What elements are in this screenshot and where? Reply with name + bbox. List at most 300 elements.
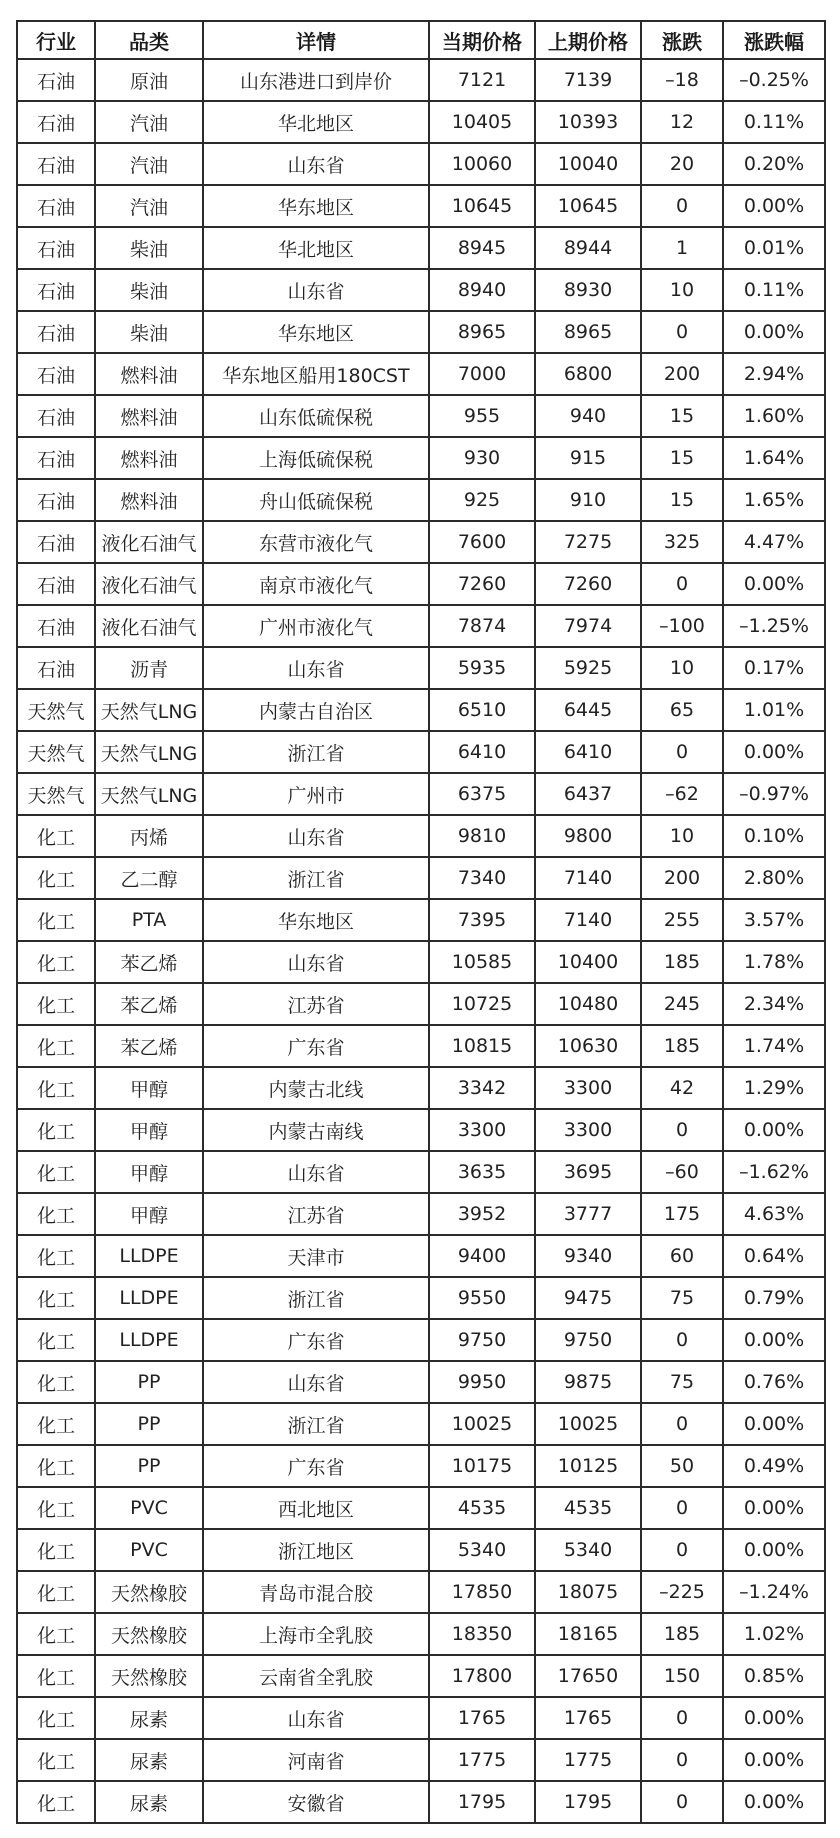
change-percent-cell: 0.85% [723,1655,825,1697]
category-cell: LLDPE [95,1235,203,1277]
previous-price-cell: 10645 [535,185,641,227]
table-row [17,1109,825,1151]
table-row [17,941,825,983]
detail-cell: 华北地区 [203,227,429,269]
table-row [17,101,825,143]
category-cell: 原油 [95,59,203,101]
current-price-cell: 9550 [429,1277,535,1319]
industry-cell: 石油 [17,521,95,563]
change-cell: 75 [641,1361,723,1403]
change-percent-cell: 0.00% [723,1109,825,1151]
change-cell: 65 [641,689,723,731]
detail-cell: 河南省 [203,1739,429,1781]
change-percent-cell: –1.24% [723,1571,825,1613]
previous-price-cell: 10480 [535,983,641,1025]
current-price-cell: 5340 [429,1529,535,1571]
change-percent-cell: 2.94% [723,353,825,395]
change-cell: 255 [641,899,723,941]
price-table-container [16,20,824,1824]
industry-cell: 石油 [17,437,95,479]
industry-cell: 化工 [17,815,95,857]
current-price-cell: 4535 [429,1487,535,1529]
category-cell: 乙二醇 [95,857,203,899]
table-row [17,647,825,689]
previous-price-cell: 4535 [535,1487,641,1529]
previous-price-cell: 1795 [535,1781,641,1823]
previous-price-cell: 940 [535,395,641,437]
current-price-cell: 3300 [429,1109,535,1151]
category-cell: 燃料油 [95,395,203,437]
previous-price-cell: 7275 [535,521,641,563]
previous-price-cell: 18075 [535,1571,641,1613]
current-price-cell: 10645 [429,185,535,227]
table-row [17,1697,825,1739]
category-cell: 甲醇 [95,1109,203,1151]
change-percent-cell: 0.11% [723,101,825,143]
change-percent-cell: 0.00% [723,1529,825,1571]
table-row [17,1151,825,1193]
previous-price-cell: 3300 [535,1067,641,1109]
change-cell: 0 [641,1739,723,1781]
table-row [17,479,825,521]
category-cell: PVC [95,1487,203,1529]
change-cell: 15 [641,479,723,521]
current-price-cell: 7260 [429,563,535,605]
industry-cell: 天然气 [17,773,95,815]
current-price-cell: 6375 [429,773,535,815]
current-price-cell: 10175 [429,1445,535,1487]
current-price-cell: 1795 [429,1781,535,1823]
current-price-cell: 10060 [429,143,535,185]
industry-cell: 石油 [17,227,95,269]
table-row [17,353,825,395]
current-price-cell: 10725 [429,983,535,1025]
table-row [17,773,825,815]
change-cell: 0 [641,1319,723,1361]
category-cell: 丙烯 [95,815,203,857]
previous-price-cell: 7140 [535,899,641,941]
change-percent-cell: 0.00% [723,311,825,353]
change-cell: 50 [641,1445,723,1487]
detail-cell: 广州市液化气 [203,605,429,647]
change-cell: 0 [641,311,723,353]
category-cell: PTA [95,899,203,941]
change-cell: 150 [641,1655,723,1697]
change-percent-cell: 0.64% [723,1235,825,1277]
detail-cell: 内蒙古北线 [203,1067,429,1109]
current-price-cell: 7121 [429,59,535,101]
previous-price-cell: 8965 [535,311,641,353]
change-percent-cell: 0.79% [723,1277,825,1319]
category-cell: 尿素 [95,1739,203,1781]
change-percent-cell: 2.80% [723,857,825,899]
industry-cell: 化工 [17,1067,95,1109]
industry-cell: 化工 [17,1697,95,1739]
table-row [17,521,825,563]
current-price-cell: 1765 [429,1697,535,1739]
change-percent-cell: 1.02% [723,1613,825,1655]
change-percent-cell: –1.25% [723,605,825,647]
change-cell: 10 [641,269,723,311]
table-row [17,1025,825,1067]
detail-cell: 内蒙古自治区 [203,689,429,731]
table-row [17,1361,825,1403]
detail-cell: 江苏省 [203,1193,429,1235]
previous-price-cell: 915 [535,437,641,479]
category-cell: 液化石油气 [95,605,203,647]
change-percent-cell: 1.74% [723,1025,825,1067]
change-percent-cell: 0.00% [723,1781,825,1823]
table-row [17,1739,825,1781]
industry-cell: 石油 [17,605,95,647]
category-cell: 柴油 [95,311,203,353]
detail-cell: 广东省 [203,1445,429,1487]
category-cell: PP [95,1445,203,1487]
previous-price-cell: 10040 [535,143,641,185]
industry-cell: 石油 [17,647,95,689]
detail-cell: 浙江省 [203,857,429,899]
table-header-row [17,21,825,59]
change-cell: 175 [641,1193,723,1235]
change-percent-cell: 0.49% [723,1445,825,1487]
industry-cell: 石油 [17,101,95,143]
current-price-cell: 955 [429,395,535,437]
change-cell: 1 [641,227,723,269]
previous-price-cell: 10400 [535,941,641,983]
detail-cell: 华东地区船用180CST [203,353,429,395]
industry-cell: 化工 [17,1319,95,1361]
table-row [17,857,825,899]
industry-cell: 化工 [17,941,95,983]
change-cell: 15 [641,395,723,437]
category-cell: 天然橡胶 [95,1571,203,1613]
category-cell: 燃料油 [95,479,203,521]
previous-price-cell: 3695 [535,1151,641,1193]
current-price-cell: 10815 [429,1025,535,1067]
current-price-cell: 10025 [429,1403,535,1445]
category-cell: 甲醇 [95,1151,203,1193]
change-cell: 0 [641,1109,723,1151]
change-percent-cell: –1.62% [723,1151,825,1193]
industry-cell: 化工 [17,1277,95,1319]
industry-cell: 化工 [17,1613,95,1655]
current-price-cell: 18350 [429,1613,535,1655]
change-percent-cell: 0.00% [723,731,825,773]
table-row [17,563,825,605]
change-cell: 10 [641,815,723,857]
previous-price-cell: 1775 [535,1739,641,1781]
category-cell: 燃料油 [95,353,203,395]
change-cell: 75 [641,1277,723,1319]
detail-cell: 山东省 [203,1151,429,1193]
previous-price-cell: 9475 [535,1277,641,1319]
current-price-cell: 10585 [429,941,535,983]
change-percent-cell: 0.76% [723,1361,825,1403]
detail-cell: 山东省 [203,647,429,689]
change-percent-cell: 0.00% [723,1403,825,1445]
change-cell: 0 [641,563,723,605]
current-price-cell: 1775 [429,1739,535,1781]
change-cell: –100 [641,605,723,647]
change-cell: 15 [641,437,723,479]
change-cell: 185 [641,1025,723,1067]
table-row [17,605,825,647]
previous-price-cell: 17650 [535,1655,641,1697]
previous-price-cell: 6800 [535,353,641,395]
industry-cell: 化工 [17,1235,95,1277]
current-price-cell: 17850 [429,1571,535,1613]
category-cell: LLDPE [95,1319,203,1361]
industry-cell: 石油 [17,395,95,437]
industry-cell: 石油 [17,479,95,521]
detail-cell: 浙江地区 [203,1529,429,1571]
detail-cell: 上海市全乳胶 [203,1613,429,1655]
previous-price-cell: 9340 [535,1235,641,1277]
industry-cell: 化工 [17,983,95,1025]
detail-cell: 山东省 [203,143,429,185]
current-price-cell: 8965 [429,311,535,353]
table-row [17,815,825,857]
category-cell: 甲醇 [95,1193,203,1235]
change-cell: 200 [641,857,723,899]
table-row [17,1277,825,1319]
change-cell: 20 [641,143,723,185]
change-percent-cell: 4.63% [723,1193,825,1235]
table-row [17,395,825,437]
industry-cell: 化工 [17,899,95,941]
industry-cell: 化工 [17,1571,95,1613]
header-previous-price: 上期价格 [535,21,641,59]
category-cell: 天然橡胶 [95,1613,203,1655]
previous-price-cell: 7260 [535,563,641,605]
table-row [17,437,825,479]
detail-cell: 广州市 [203,773,429,815]
current-price-cell: 6510 [429,689,535,731]
industry-cell: 石油 [17,269,95,311]
previous-price-cell: 3777 [535,1193,641,1235]
detail-cell: 云南省全乳胶 [203,1655,429,1697]
current-price-cell: 3635 [429,1151,535,1193]
category-cell: 尿素 [95,1781,203,1823]
industry-cell: 化工 [17,1151,95,1193]
table-row [17,269,825,311]
previous-price-cell: 7974 [535,605,641,647]
current-price-cell: 9400 [429,1235,535,1277]
change-percent-cell: 1.01% [723,689,825,731]
header-detail: 详情 [203,21,429,59]
change-cell: 12 [641,101,723,143]
detail-cell: 山东省 [203,1697,429,1739]
industry-cell: 石油 [17,143,95,185]
table-row [17,731,825,773]
change-percent-cell: 2.34% [723,983,825,1025]
table-row [17,983,825,1025]
category-cell: 天然气LNG [95,689,203,731]
table-body [17,59,825,1823]
change-cell: –18 [641,59,723,101]
change-percent-cell: 0.10% [723,815,825,857]
previous-price-cell: 7140 [535,857,641,899]
category-cell: 燃料油 [95,437,203,479]
change-percent-cell: 0.00% [723,1487,825,1529]
change-cell: 60 [641,1235,723,1277]
table-row [17,1319,825,1361]
detail-cell: 山东港进口到岸价 [203,59,429,101]
table-row [17,1571,825,1613]
detail-cell: 青岛市混合胶 [203,1571,429,1613]
industry-cell: 石油 [17,563,95,605]
industry-cell: 石油 [17,353,95,395]
table-row [17,1445,825,1487]
change-percent-cell: 0.00% [723,563,825,605]
previous-price-cell: 10393 [535,101,641,143]
change-cell: 200 [641,353,723,395]
detail-cell: 安徽省 [203,1781,429,1823]
previous-price-cell: 8930 [535,269,641,311]
change-cell: 0 [641,185,723,227]
detail-cell: 南京市液化气 [203,563,429,605]
current-price-cell: 7395 [429,899,535,941]
table-row [17,1529,825,1571]
category-cell: 柴油 [95,227,203,269]
table-row [17,899,825,941]
header-industry: 行业 [17,21,95,59]
change-cell: 325 [641,521,723,563]
detail-cell: 天津市 [203,1235,429,1277]
detail-cell: 山东省 [203,1361,429,1403]
detail-cell: 浙江省 [203,1277,429,1319]
table-row [17,1781,825,1823]
previous-price-cell: 7139 [535,59,641,101]
header-change-percent: 涨跌幅 [723,21,825,59]
industry-cell: 化工 [17,1025,95,1067]
category-cell: 汽油 [95,101,203,143]
change-cell: 0 [641,1529,723,1571]
detail-cell: 上海低硫保税 [203,437,429,479]
industry-cell: 石油 [17,59,95,101]
change-cell: 0 [641,1781,723,1823]
industry-cell: 化工 [17,1655,95,1697]
industry-cell: 化工 [17,1193,95,1235]
category-cell: 沥青 [95,647,203,689]
industry-cell: 化工 [17,857,95,899]
table-row [17,1613,825,1655]
change-cell: –225 [641,1571,723,1613]
category-cell: LLDPE [95,1277,203,1319]
previous-price-cell: 10630 [535,1025,641,1067]
change-percent-cell: 1.29% [723,1067,825,1109]
commodity-price-table [16,20,826,1824]
industry-cell: 化工 [17,1109,95,1151]
change-percent-cell: 4.47% [723,521,825,563]
change-percent-cell: 0.00% [723,1319,825,1361]
table-row [17,1193,825,1235]
change-cell: –62 [641,773,723,815]
current-price-cell: 7000 [429,353,535,395]
industry-cell: 化工 [17,1361,95,1403]
category-cell: 柴油 [95,269,203,311]
table-row [17,59,825,101]
category-cell: PP [95,1403,203,1445]
category-cell: 天然气LNG [95,773,203,815]
change-percent-cell: 0.00% [723,1739,825,1781]
detail-cell: 浙江省 [203,1403,429,1445]
industry-cell: 化工 [17,1487,95,1529]
table-row [17,689,825,731]
category-cell: 天然橡胶 [95,1655,203,1697]
change-percent-cell: 1.60% [723,395,825,437]
previous-price-cell: 8944 [535,227,641,269]
change-cell: 245 [641,983,723,1025]
change-cell: 10 [641,647,723,689]
change-percent-cell: 0.00% [723,185,825,227]
industry-cell: 石油 [17,185,95,227]
detail-cell: 舟山低硫保税 [203,479,429,521]
change-percent-cell: 0.20% [723,143,825,185]
detail-cell: 广东省 [203,1025,429,1067]
previous-price-cell: 6437 [535,773,641,815]
change-percent-cell: –0.25% [723,59,825,101]
table-row [17,185,825,227]
industry-cell: 化工 [17,1445,95,1487]
table-row [17,1655,825,1697]
change-percent-cell: 1.65% [723,479,825,521]
previous-price-cell: 3300 [535,1109,641,1151]
industry-cell: 化工 [17,1781,95,1823]
category-cell: 苯乙烯 [95,941,203,983]
change-percent-cell: 0.17% [723,647,825,689]
current-price-cell: 9750 [429,1319,535,1361]
change-percent-cell: –0.97% [723,773,825,815]
category-cell: 汽油 [95,143,203,185]
industry-cell: 石油 [17,311,95,353]
previous-price-cell: 9800 [535,815,641,857]
previous-price-cell: 9750 [535,1319,641,1361]
industry-cell: 化工 [17,1529,95,1571]
table-row [17,227,825,269]
detail-cell: 山东低硫保税 [203,395,429,437]
detail-cell: 华北地区 [203,101,429,143]
change-percent-cell: 0.01% [723,227,825,269]
current-price-cell: 6410 [429,731,535,773]
detail-cell: 华东地区 [203,185,429,227]
table-row [17,1487,825,1529]
category-cell: 苯乙烯 [95,983,203,1025]
detail-cell: 西北地区 [203,1487,429,1529]
change-cell: –60 [641,1151,723,1193]
category-cell: 甲醇 [95,1067,203,1109]
current-price-cell: 9950 [429,1361,535,1403]
previous-price-cell: 10025 [535,1403,641,1445]
current-price-cell: 5935 [429,647,535,689]
detail-cell: 广东省 [203,1319,429,1361]
category-cell: PP [95,1361,203,1403]
change-cell: 0 [641,1487,723,1529]
previous-price-cell: 6445 [535,689,641,731]
category-cell: 天然气LNG [95,731,203,773]
detail-cell: 山东省 [203,815,429,857]
change-percent-cell: 3.57% [723,899,825,941]
change-percent-cell: 0.11% [723,269,825,311]
current-price-cell: 3342 [429,1067,535,1109]
current-price-cell: 17800 [429,1655,535,1697]
table-row [17,1235,825,1277]
previous-price-cell: 10125 [535,1445,641,1487]
detail-cell: 山东省 [203,941,429,983]
header-change: 涨跌 [641,21,723,59]
current-price-cell: 7874 [429,605,535,647]
detail-cell: 江苏省 [203,983,429,1025]
